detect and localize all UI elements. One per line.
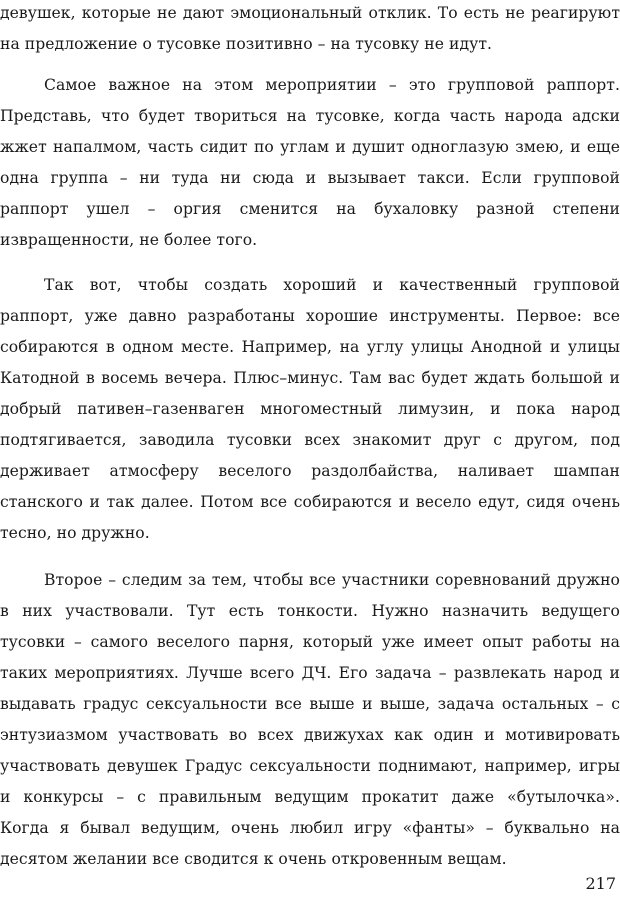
text-line: добрый пативен–газенваген многоместный лимузин, и пока народ (0, 400, 620, 418)
paragraph-1 (0, 0, 620, 60)
text-line: на предложение о тусовке позитивно – на тусовку не идут. (0, 35, 492, 53)
text-line: тесно, но дружно. (0, 524, 150, 542)
text-line: десятом желании все сводится к очень откровенным вещам. (0, 850, 507, 868)
text-line: раппорт ушел – оргия сменится на бухаловку разной степени (0, 200, 620, 218)
text-line: участвовать девушек Градус сексуальности поднимают, например, игры (0, 757, 620, 775)
text-line: в них участвовали. Тут есть тонкости. Нужно назначить ведущего (0, 602, 620, 620)
text-line: энтузиазмом участвовать во всех движухах как один и мотивировать (0, 726, 620, 744)
text-line: выдавать градус сексуальности все выше и выше, задача остальных – с (0, 695, 620, 713)
text-line: держивает атмосферу веселого раздолбайства, наливает шампан (0, 462, 620, 480)
text-line: извращенности, не более того. (0, 231, 258, 249)
text-line: девушек, которые не дают эмоциональный отклик. То есть не реагируют (0, 4, 620, 22)
text-line: тусовки – самого веселого парня, который уже имеет опыт работы на (0, 633, 620, 651)
text-line: одна группа – ни туда ни сюда и вызывает такси. Если групповой (0, 169, 620, 187)
text-line: Второе – следим за тем, чтобы все участники соревнований дружно (44, 571, 620, 589)
text-line: раппорт, уже давно разработаны хорошие инструменты. Первое: все (0, 307, 620, 325)
text-line: Катодной в восемь вечера. Плюс–минус. Там вас будет ждать большой и (0, 369, 620, 387)
text-line: подтягивается, заводила тусовки всех знакомит друг с другом, под (0, 431, 620, 449)
text-line: Так вот, чтобы создать хороший и качественный групповой (44, 276, 620, 294)
paragraph-2 (0, 70, 620, 256)
paragraph-4 (0, 565, 620, 875)
text-line: Представь, что будет твориться на тусовке, когда часть народа адски (0, 107, 620, 125)
text-line: жжет напалмом, часть сидит по углам и душит одноглазую змею, и еще (0, 138, 620, 156)
paragraph-3 (0, 270, 620, 549)
text-line: станского и так далее. Потом все собираются и весело едут, сидя очень (0, 493, 620, 511)
page-number: 217 (585, 874, 616, 893)
text-line: Самое важное на этом мероприятии – это групповой раппорт. (44, 76, 620, 94)
text-line: и конкурсы – с правильным ведущим прокатит даже «бутылочка». (0, 788, 620, 806)
text-line: собираются в одном месте. Например, на углу улицы Анодной и улицы (0, 338, 620, 356)
text-line: Когда я бывал ведущим, очень любил игру «фанты» – буквально на (0, 819, 620, 837)
text-line: таких мероприятиях. Лучше всего ДЧ. Его задача – развлекать народ и (0, 664, 620, 682)
